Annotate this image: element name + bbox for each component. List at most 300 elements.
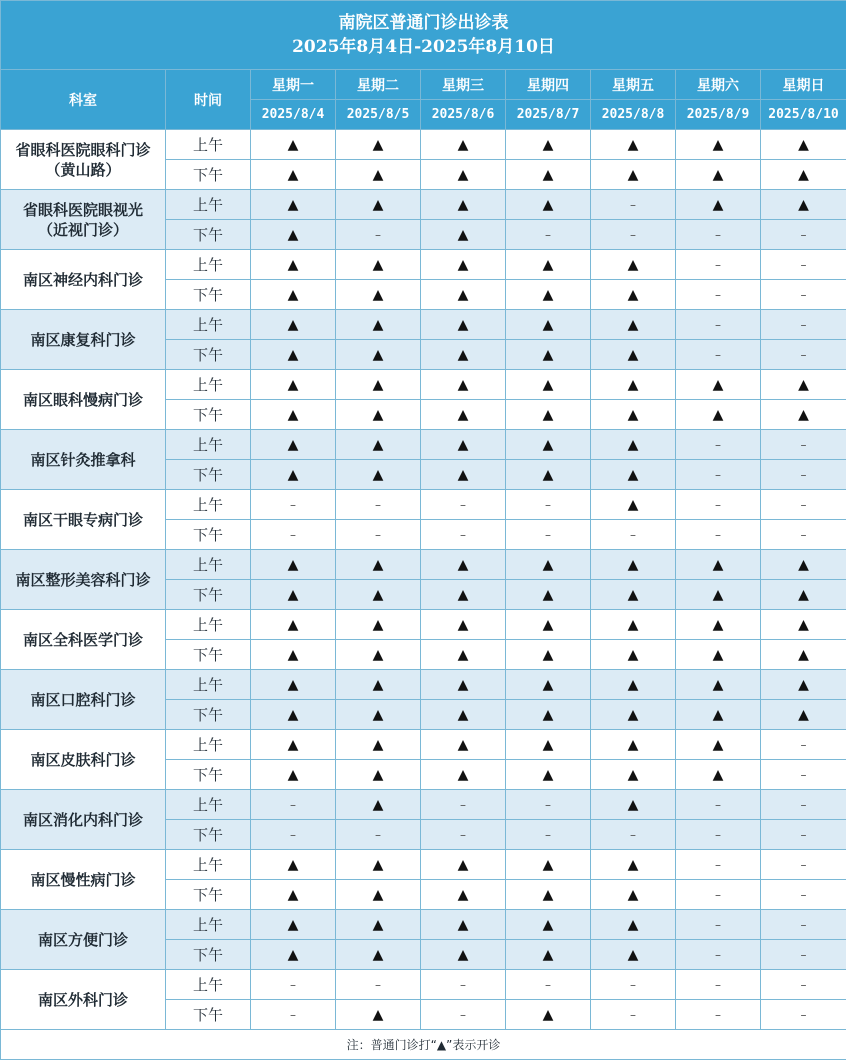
- open-mark: ▲: [336, 340, 421, 370]
- open-mark: ▲: [421, 250, 506, 280]
- period-cell: 下午: [166, 460, 251, 490]
- open-mark: ▲: [676, 670, 761, 700]
- open-mark: ▲: [591, 670, 676, 700]
- open-mark: ▲: [251, 130, 336, 160]
- open-mark: ▲: [421, 310, 506, 340]
- page-subtitle: 2025年8月4日-2025年8月10日: [292, 37, 555, 57]
- day-header: 星期四: [506, 70, 591, 100]
- period-cell: 上午: [166, 790, 251, 820]
- closed-mark: –: [676, 340, 761, 370]
- open-mark: ▲: [421, 160, 506, 190]
- open-mark: ▲: [761, 580, 846, 610]
- day-header: 星期一: [251, 70, 336, 100]
- closed-mark: –: [251, 490, 336, 520]
- open-mark: ▲: [421, 910, 506, 940]
- open-mark: ▲: [251, 940, 336, 970]
- closed-mark: –: [761, 280, 846, 310]
- schedule-row: [1, 670, 846, 700]
- closed-mark: –: [336, 220, 421, 250]
- open-mark: ▲: [761, 130, 846, 160]
- open-mark: ▲: [506, 880, 591, 910]
- department-cell: [1, 190, 166, 250]
- page-title: 南院区普通门诊出诊表: [338, 13, 509, 33]
- open-mark: ▲: [676, 730, 761, 760]
- department-subname: （近视门诊）: [37, 220, 128, 239]
- open-mark: ▲: [336, 610, 421, 640]
- open-mark: ▲: [251, 850, 336, 880]
- open-mark: ▲: [506, 310, 591, 340]
- open-mark: ▲: [421, 430, 506, 460]
- open-mark: ▲: [506, 550, 591, 580]
- period-cell: 上午: [166, 370, 251, 400]
- closed-mark: –: [761, 760, 846, 790]
- schedule-row: [1, 790, 846, 820]
- closed-mark: –: [676, 310, 761, 340]
- open-mark: ▲: [251, 190, 336, 220]
- schedule-row: [1, 250, 846, 280]
- open-mark: ▲: [251, 760, 336, 790]
- closed-mark: –: [506, 520, 591, 550]
- schedule-row: [1, 310, 846, 340]
- open-mark: ▲: [251, 580, 336, 610]
- department-cell: [1, 730, 166, 790]
- open-mark: ▲: [336, 880, 421, 910]
- date-header: 2025/8/9: [676, 100, 761, 130]
- closed-mark: –: [421, 820, 506, 850]
- open-mark: ▲: [506, 850, 591, 880]
- closed-mark: –: [676, 880, 761, 910]
- department-cell: [1, 310, 166, 370]
- closed-mark: –: [761, 970, 846, 1000]
- open-mark: ▲: [506, 940, 591, 970]
- open-mark: ▲: [336, 160, 421, 190]
- schedule-row: [1, 430, 846, 460]
- closed-mark: –: [676, 820, 761, 850]
- open-mark: ▲: [506, 460, 591, 490]
- closed-mark: –: [336, 820, 421, 850]
- closed-mark: –: [506, 490, 591, 520]
- closed-mark: –: [676, 1000, 761, 1030]
- schedule-row: [1, 370, 846, 400]
- date-header: 2025/8/8: [591, 100, 676, 130]
- closed-mark: –: [761, 1000, 846, 1030]
- department-name: 南区消化内科门诊: [22, 810, 143, 829]
- open-mark: ▲: [591, 310, 676, 340]
- period-cell: 下午: [166, 640, 251, 670]
- open-mark: ▲: [336, 1000, 421, 1030]
- open-mark: ▲: [591, 250, 676, 280]
- open-mark: ▲: [251, 700, 336, 730]
- closed-mark: –: [761, 250, 846, 280]
- open-mark: ▲: [251, 370, 336, 400]
- open-mark: ▲: [506, 700, 591, 730]
- open-mark: ▲: [676, 580, 761, 610]
- open-mark: ▲: [251, 220, 336, 250]
- open-mark: ▲: [506, 1000, 591, 1030]
- day-header: 星期六: [676, 70, 761, 100]
- schedule-row: [1, 970, 846, 1000]
- closed-mark: –: [761, 730, 846, 760]
- open-mark: ▲: [336, 400, 421, 430]
- schedule-row: [1, 490, 846, 520]
- open-mark: ▲: [591, 280, 676, 310]
- open-mark: ▲: [506, 250, 591, 280]
- date-header: 2025/8/6: [421, 100, 506, 130]
- closed-mark: –: [676, 790, 761, 820]
- closed-mark: –: [251, 820, 336, 850]
- open-mark: ▲: [591, 430, 676, 460]
- closed-mark: –: [761, 340, 846, 370]
- closed-mark: –: [506, 790, 591, 820]
- closed-mark: –: [591, 520, 676, 550]
- open-mark: ▲: [761, 670, 846, 700]
- closed-mark: –: [336, 970, 421, 1000]
- department-cell: [1, 970, 166, 1030]
- open-mark: ▲: [591, 460, 676, 490]
- closed-mark: –: [761, 520, 846, 550]
- date-header: 2025/8/7: [506, 100, 591, 130]
- open-mark: ▲: [336, 700, 421, 730]
- closed-mark: –: [676, 280, 761, 310]
- open-mark: ▲: [251, 640, 336, 670]
- closed-mark: –: [761, 850, 846, 880]
- open-mark: ▲: [761, 400, 846, 430]
- open-mark: ▲: [591, 340, 676, 370]
- open-mark: ▲: [591, 700, 676, 730]
- open-mark: ▲: [591, 730, 676, 760]
- closed-mark: –: [506, 220, 591, 250]
- closed-mark: –: [336, 490, 421, 520]
- open-mark: ▲: [591, 850, 676, 880]
- department-name: 南区针灸推拿科: [30, 450, 136, 469]
- closed-mark: –: [761, 460, 846, 490]
- period-cell: 下午: [166, 940, 251, 970]
- open-mark: ▲: [251, 610, 336, 640]
- open-mark: ▲: [336, 460, 421, 490]
- open-mark: ▲: [506, 610, 591, 640]
- period-cell: 下午: [166, 580, 251, 610]
- open-mark: ▲: [506, 160, 591, 190]
- closed-mark: –: [676, 850, 761, 880]
- closed-mark: –: [676, 910, 761, 940]
- open-mark: ▲: [591, 760, 676, 790]
- open-mark: ▲: [421, 700, 506, 730]
- department-name: 省眼科医院眼科门诊: [15, 140, 151, 159]
- open-mark: ▲: [251, 730, 336, 760]
- open-mark: ▲: [336, 550, 421, 580]
- date-header: 2025/8/5: [336, 100, 421, 130]
- closed-mark: –: [761, 820, 846, 850]
- department-name: 南区全科医学门诊: [22, 630, 143, 649]
- period-cell: 上午: [166, 430, 251, 460]
- department-cell: [1, 550, 166, 610]
- open-mark: ▲: [676, 190, 761, 220]
- open-mark: ▲: [336, 580, 421, 610]
- open-mark: ▲: [591, 490, 676, 520]
- open-mark: ▲: [336, 790, 421, 820]
- department-name: 南区整形美容科门诊: [15, 570, 151, 589]
- open-mark: ▲: [506, 340, 591, 370]
- open-mark: ▲: [336, 640, 421, 670]
- open-mark: ▲: [421, 670, 506, 700]
- department-cell: [1, 130, 166, 190]
- date-header: 2025/8/4: [251, 100, 336, 130]
- open-mark: ▲: [421, 370, 506, 400]
- department-cell: [1, 790, 166, 850]
- day-header: 星期二: [336, 70, 421, 100]
- open-mark: ▲: [251, 550, 336, 580]
- closed-mark: –: [761, 490, 846, 520]
- department-subname: （黄山路）: [45, 160, 121, 179]
- department-name: 南区口腔科门诊: [30, 690, 136, 709]
- schedule-row: [1, 610, 846, 640]
- open-mark: ▲: [336, 670, 421, 700]
- open-mark: ▲: [676, 550, 761, 580]
- open-mark: ▲: [591, 580, 676, 610]
- department-cell: [1, 370, 166, 430]
- open-mark: ▲: [591, 610, 676, 640]
- open-mark: ▲: [506, 280, 591, 310]
- open-mark: ▲: [251, 910, 336, 940]
- period-cell: 上午: [166, 910, 251, 940]
- closed-mark: –: [761, 910, 846, 940]
- period-cell: 上午: [166, 970, 251, 1000]
- schedule-row: [1, 910, 846, 940]
- day-header: 星期日: [761, 70, 846, 100]
- period-cell: 下午: [166, 520, 251, 550]
- closed-mark: –: [676, 250, 761, 280]
- closed-mark: –: [676, 970, 761, 1000]
- open-mark: ▲: [591, 370, 676, 400]
- department-cell: [1, 430, 166, 490]
- open-mark: ▲: [761, 160, 846, 190]
- open-mark: ▲: [591, 940, 676, 970]
- open-mark: ▲: [506, 370, 591, 400]
- closed-mark: –: [761, 430, 846, 460]
- closed-mark: –: [251, 520, 336, 550]
- department-name: 南区外科门诊: [37, 990, 128, 1009]
- open-mark: ▲: [506, 430, 591, 460]
- period-cell: 下午: [166, 880, 251, 910]
- open-mark: ▲: [591, 910, 676, 940]
- period-cell: 上午: [166, 850, 251, 880]
- department-name: 南区眼科慢病门诊: [22, 390, 143, 409]
- open-mark: ▲: [421, 190, 506, 220]
- legend-note: 注：普通门诊打“▲”表示开诊: [1, 1030, 846, 1060]
- schedule-row: [1, 190, 846, 220]
- open-mark: ▲: [676, 370, 761, 400]
- open-mark: ▲: [421, 730, 506, 760]
- open-mark: ▲: [506, 130, 591, 160]
- department-name: 南区康复科门诊: [30, 330, 136, 349]
- open-mark: ▲: [421, 460, 506, 490]
- department-name: 南区方便门诊: [37, 930, 128, 949]
- dept-header: 科室: [1, 70, 166, 130]
- closed-mark: –: [761, 220, 846, 250]
- open-mark: ▲: [336, 430, 421, 460]
- open-mark: ▲: [336, 760, 421, 790]
- closed-mark: –: [336, 520, 421, 550]
- open-mark: ▲: [676, 400, 761, 430]
- open-mark: ▲: [676, 760, 761, 790]
- open-mark: ▲: [251, 430, 336, 460]
- closed-mark: –: [591, 970, 676, 1000]
- open-mark: ▲: [421, 850, 506, 880]
- open-mark: ▲: [251, 280, 336, 310]
- open-mark: ▲: [336, 730, 421, 760]
- open-mark: ▲: [336, 250, 421, 280]
- open-mark: ▲: [421, 130, 506, 160]
- department-name: 南区慢性病门诊: [30, 870, 136, 889]
- closed-mark: –: [676, 460, 761, 490]
- open-mark: ▲: [251, 160, 336, 190]
- closed-mark: –: [761, 310, 846, 340]
- open-mark: ▲: [336, 310, 421, 340]
- closed-mark: –: [591, 1000, 676, 1030]
- open-mark: ▲: [336, 940, 421, 970]
- open-mark: ▲: [761, 610, 846, 640]
- open-mark: ▲: [336, 370, 421, 400]
- open-mark: ▲: [761, 190, 846, 220]
- open-mark: ▲: [676, 700, 761, 730]
- closed-mark: –: [251, 790, 336, 820]
- open-mark: ▲: [251, 670, 336, 700]
- schedule-row: [1, 550, 846, 580]
- closed-mark: –: [591, 220, 676, 250]
- open-mark: ▲: [251, 250, 336, 280]
- closed-mark: –: [421, 790, 506, 820]
- schedule-row: [1, 850, 846, 880]
- department-name: 南区神经内科门诊: [22, 270, 143, 289]
- open-mark: ▲: [506, 730, 591, 760]
- open-mark: ▲: [251, 460, 336, 490]
- open-mark: ▲: [421, 400, 506, 430]
- open-mark: ▲: [676, 640, 761, 670]
- schedule-row: [1, 730, 846, 760]
- open-mark: ▲: [251, 340, 336, 370]
- closed-mark: –: [676, 520, 761, 550]
- closed-mark: –: [506, 820, 591, 850]
- open-mark: ▲: [591, 550, 676, 580]
- period-cell: 下午: [166, 700, 251, 730]
- open-mark: ▲: [506, 400, 591, 430]
- closed-mark: –: [421, 1000, 506, 1030]
- period-cell: 下午: [166, 760, 251, 790]
- open-mark: ▲: [591, 880, 676, 910]
- period-cell: 下午: [166, 220, 251, 250]
- open-mark: ▲: [421, 940, 506, 970]
- department-name: 南区干眼专病门诊: [22, 510, 143, 529]
- open-mark: ▲: [676, 130, 761, 160]
- open-mark: ▲: [591, 790, 676, 820]
- closed-mark: –: [676, 430, 761, 460]
- open-mark: ▲: [506, 580, 591, 610]
- time-header: 时间: [166, 70, 251, 130]
- open-mark: ▲: [336, 190, 421, 220]
- period-cell: 下午: [166, 280, 251, 310]
- closed-mark: –: [591, 820, 676, 850]
- open-mark: ▲: [421, 640, 506, 670]
- open-mark: ▲: [591, 160, 676, 190]
- open-mark: ▲: [506, 910, 591, 940]
- department-cell: [1, 250, 166, 310]
- closed-mark: –: [676, 490, 761, 520]
- open-mark: ▲: [761, 370, 846, 400]
- closed-mark: –: [251, 1000, 336, 1030]
- open-mark: ▲: [421, 760, 506, 790]
- closed-mark: –: [421, 490, 506, 520]
- open-mark: ▲: [421, 280, 506, 310]
- department-name: 省眼科医院眼视光: [22, 200, 143, 219]
- closed-mark: –: [761, 790, 846, 820]
- closed-mark: –: [591, 190, 676, 220]
- period-cell: 上午: [166, 190, 251, 220]
- open-mark: ▲: [251, 400, 336, 430]
- open-mark: ▲: [336, 910, 421, 940]
- open-mark: ▲: [761, 700, 846, 730]
- day-header: 星期五: [591, 70, 676, 100]
- period-cell: 上午: [166, 730, 251, 760]
- department-cell: [1, 910, 166, 970]
- closed-mark: –: [421, 520, 506, 550]
- department-cell: [1, 610, 166, 670]
- open-mark: ▲: [676, 610, 761, 640]
- schedule-row: [1, 130, 846, 160]
- closed-mark: –: [506, 970, 591, 1000]
- closed-mark: –: [251, 970, 336, 1000]
- open-mark: ▲: [336, 130, 421, 160]
- open-mark: ▲: [421, 880, 506, 910]
- day-header: 星期三: [421, 70, 506, 100]
- open-mark: ▲: [421, 220, 506, 250]
- period-cell: 上午: [166, 490, 251, 520]
- open-mark: ▲: [421, 550, 506, 580]
- date-header: 2025/8/10: [761, 100, 846, 130]
- period-cell: 上午: [166, 670, 251, 700]
- department-name: 南区皮肤科门诊: [30, 750, 136, 769]
- closed-mark: –: [676, 220, 761, 250]
- period-cell: 上午: [166, 130, 251, 160]
- open-mark: ▲: [421, 340, 506, 370]
- closed-mark: –: [676, 940, 761, 970]
- open-mark: ▲: [336, 850, 421, 880]
- title-banner: [1, 1, 846, 70]
- open-mark: ▲: [251, 310, 336, 340]
- open-mark: ▲: [506, 670, 591, 700]
- closed-mark: –: [761, 880, 846, 910]
- period-cell: 下午: [166, 340, 251, 370]
- open-mark: ▲: [676, 160, 761, 190]
- period-cell: 上午: [166, 550, 251, 580]
- period-cell: 下午: [166, 400, 251, 430]
- period-cell: 上午: [166, 310, 251, 340]
- open-mark: ▲: [506, 190, 591, 220]
- period-cell: 上午: [166, 250, 251, 280]
- open-mark: ▲: [591, 640, 676, 670]
- open-mark: ▲: [591, 400, 676, 430]
- open-mark: ▲: [421, 580, 506, 610]
- open-mark: ▲: [251, 880, 336, 910]
- period-cell: 下午: [166, 820, 251, 850]
- open-mark: ▲: [336, 280, 421, 310]
- open-mark: ▲: [421, 610, 506, 640]
- period-cell: 下午: [166, 1000, 251, 1030]
- department-cell: [1, 850, 166, 910]
- open-mark: ▲: [591, 130, 676, 160]
- department-cell: [1, 490, 166, 550]
- closed-mark: –: [761, 940, 846, 970]
- open-mark: ▲: [506, 760, 591, 790]
